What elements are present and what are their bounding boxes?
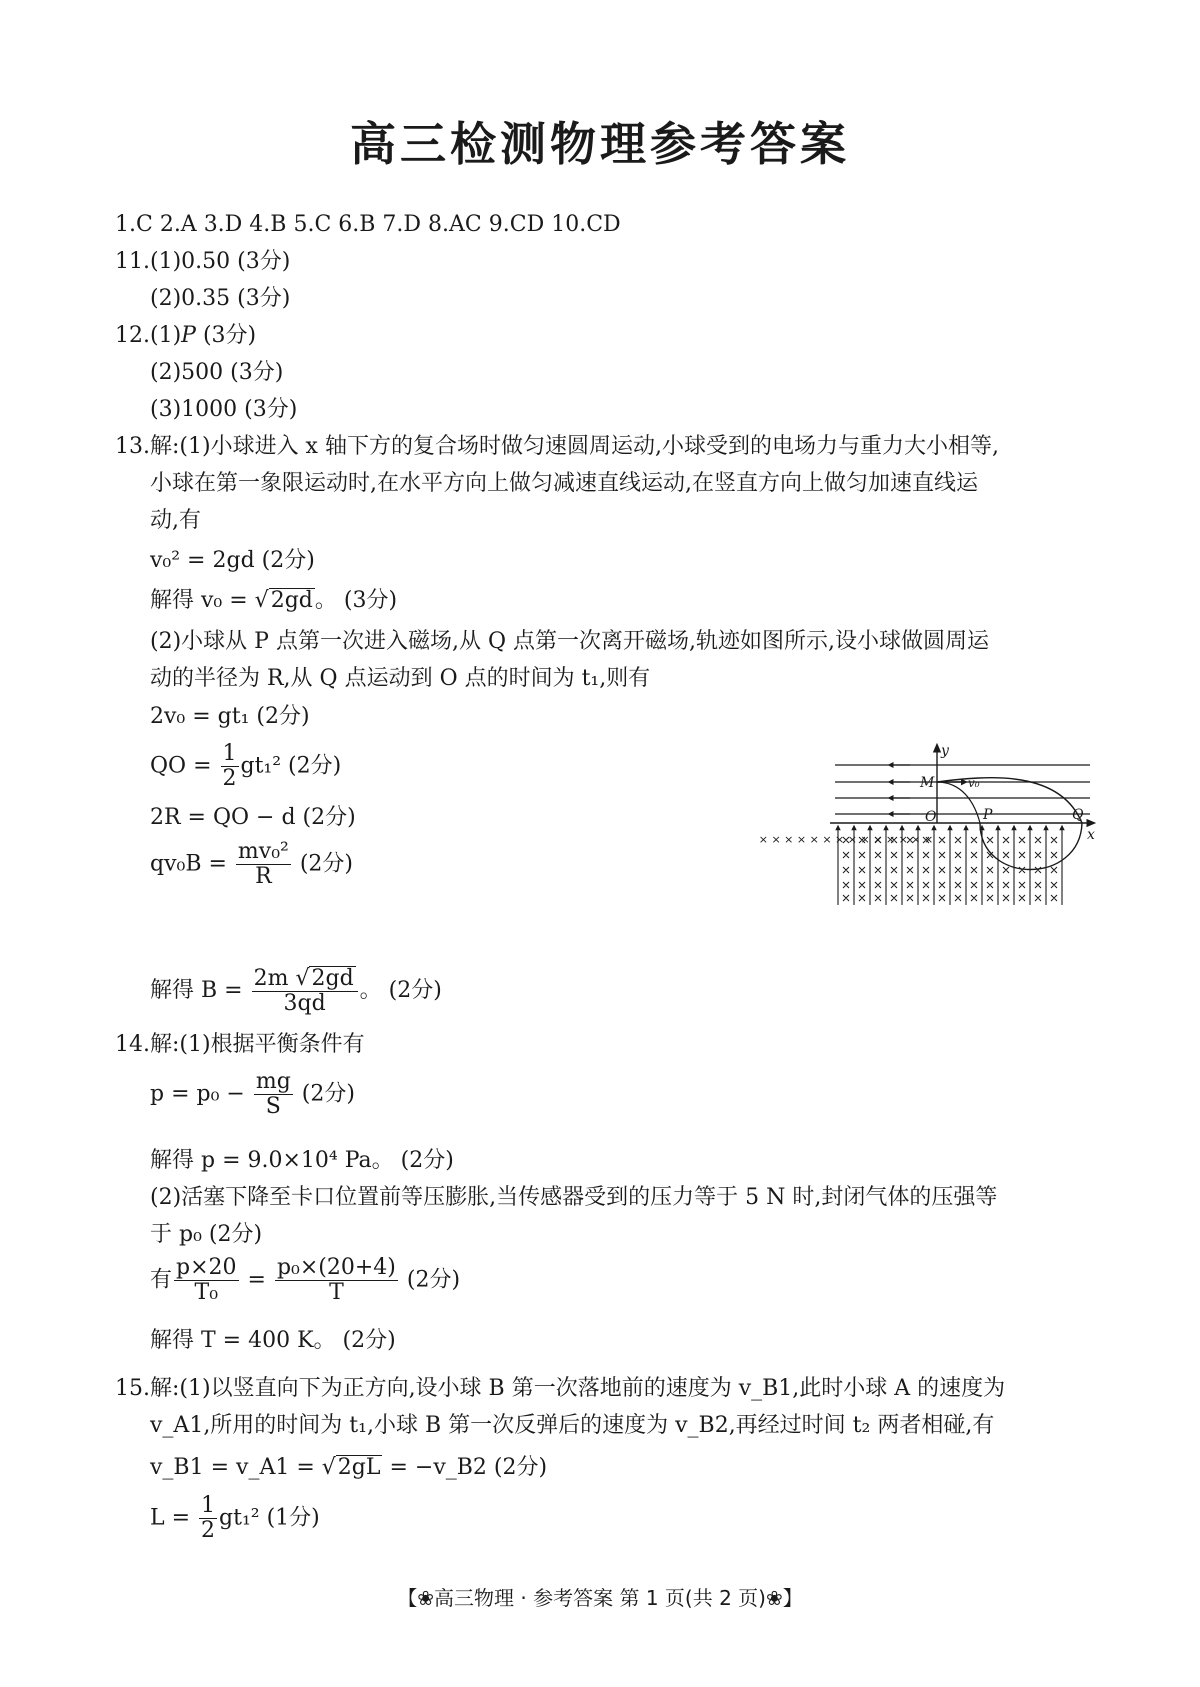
numerator: p×20 (176, 1255, 237, 1280)
radical-sign: √ (295, 966, 310, 991)
fraction (199, 1494, 217, 1543)
answer-line-12-1 (115, 321, 256, 351)
answer-line-12-3: (3)1000 (3分) (150, 397, 298, 422)
denominator: R (255, 864, 272, 889)
fraction (174, 1256, 239, 1305)
numerator: 1 (222, 741, 237, 766)
fraction (275, 1256, 398, 1305)
trajectory-in-field (980, 823, 1082, 870)
q14-line-7: 解得 T = 400 K。 (2分) (150, 1328, 396, 1353)
q13-line-6: (2)小球从 P 点第一次进入磁场,从 Q 点第一次离开磁场,轨迹如图所示,设小球做圆周运 (150, 629, 989, 654)
sqrt-content: 2gd (270, 588, 313, 613)
y-axis-label: y (941, 743, 949, 759)
text-segment: P (181, 323, 196, 348)
denominator: S (265, 1094, 281, 1119)
q13-line-11 (150, 840, 353, 889)
q14-line-6 (150, 1256, 460, 1305)
q14-line-2 (150, 1070, 355, 1119)
numerator: p₀×(20+4) (276, 1255, 396, 1280)
denominator: T (329, 1280, 344, 1305)
radical-sign: √ (254, 588, 269, 613)
answer-line-mc: 1.C 2.A 3.D 4.B 5.C 6.B 7.D 8.AC 9.CD 10.CD (115, 212, 621, 237)
q14-line-3: 解得 p = 9.0×10⁴ Pa。 (2分) (150, 1148, 454, 1173)
text-segment: 解得 B = (150, 978, 250, 1003)
text-segment: QO = (150, 753, 219, 779)
answer-line-12-2: (2)500 (3分) (150, 360, 284, 385)
q13-line-9 (150, 742, 341, 791)
text-segment: = −v_B2 (2分) (382, 1455, 548, 1480)
fraction (252, 966, 358, 1016)
numerator: mg (255, 1069, 291, 1094)
radical-sign: √ (321, 1455, 336, 1480)
page-footer: 【❀高三物理 · 参考答案 第 1 页(共 2 页)❀】 (397, 1586, 803, 1610)
q15-line-1: 15.解:(1)以竖直向下为正方向,设小球 B 第一次落地前的速度为 v_B1,此时小球 A 的速度为 (115, 1376, 1006, 1401)
q13-line-5 (150, 586, 397, 616)
q13-line-1: 13.解:(1)小球进入 x 轴下方的复合场时做匀速圆周运动,小球受到的电场力与重力大小相等, (115, 434, 999, 459)
denominator: 2 (201, 1518, 216, 1543)
text-segment: (2分) (294, 1081, 355, 1107)
q13-line-10: 2R = QO − d (2分) (150, 805, 356, 830)
denominator: 2 (222, 766, 237, 791)
fraction (236, 840, 291, 889)
field-diagram (758, 743, 1100, 915)
text-segment: p = p₀ − (150, 1081, 252, 1107)
fraction (221, 742, 239, 791)
text-segment: (2分) (292, 851, 354, 877)
page-title: 高三检测物理参考答案 (350, 117, 850, 171)
text-segment: v_B1 = v_A1 = (150, 1455, 322, 1480)
text-segment: 12.(1) (115, 323, 182, 348)
q14-line-5: 于 p₀ (2分) (150, 1222, 263, 1247)
trajectory-above-axis (937, 778, 1082, 823)
q15-line-3 (150, 1453, 547, 1483)
denominator: 3qd (283, 991, 326, 1016)
sqrt-content: 2gd (311, 966, 354, 991)
answer-line-11-2: (2)0.35 (3分) (150, 286, 291, 311)
text-segment: 2m (253, 966, 296, 991)
p-label: P (983, 807, 993, 823)
denominator: T₀ (194, 1280, 219, 1305)
text-segment: 。 (3分) (314, 588, 398, 613)
q13-line-2: 小球在第一象限运动时,在水平方向上做匀减速直线运动,在竖直方向上做匀加速直线运 (150, 471, 978, 496)
answer-line-11-1: 11.(1)0.50 (3分) (115, 249, 291, 274)
text-segment: gt₁² (2分) (240, 753, 342, 779)
q-label: Q (1072, 807, 1084, 823)
q13-line-3: 动,有 (150, 508, 201, 533)
text-segment: 。 (2分) (359, 978, 442, 1003)
q13-line-12 (150, 966, 442, 1016)
v0-label: v₀ (968, 776, 980, 790)
q13-line-8: 2v₀ = gt₁ (2分) (150, 704, 310, 729)
q14-line-1: 14.解:(1)根据平衡条件有 (115, 1032, 365, 1057)
x-axis-label: x (1087, 827, 1095, 843)
text-segment: (2分) (399, 1267, 461, 1293)
text-segment: 有 (150, 1267, 173, 1293)
o-label: O (925, 809, 937, 825)
text-segment: 解得 v₀ = (150, 588, 255, 613)
numerator: mv₀² (237, 839, 289, 864)
text-segment: (3分) (195, 323, 257, 348)
m-label: M (920, 775, 935, 791)
sqrt-content: 2gL (337, 1455, 381, 1480)
svg-text:× × × × × × × × × × × × × ×: × × × × × × × × × × × × × × (758, 833, 934, 846)
text-segment: = (240, 1267, 273, 1293)
q13-line-4: v₀² = 2gd (2分) (150, 548, 315, 573)
q15-line-2: v_A1,所用的时间为 t₁,小球 B 第一次反弹后的速度为 v_B2,再经过时间 t₂ 两者相碰,有 (150, 1413, 995, 1438)
text-segment: gt₁² (1分) (219, 1505, 320, 1531)
numerator: 1 (201, 1493, 216, 1518)
q15-line-4 (150, 1494, 320, 1543)
fraction (254, 1070, 293, 1119)
q14-line-4: (2)活塞下降至卡口位置前等压膨胀,当传感器受到的压力等于 5 N 时,封闭气体的压强等 (150, 1185, 998, 1210)
text-segment: qv₀B = (150, 851, 234, 877)
text-segment: L = (150, 1505, 198, 1531)
numerator (252, 966, 358, 992)
q13-line-7: 动的半径为 R,从 Q 点运动到 O 点的时间为 t₁,则有 (150, 666, 651, 691)
